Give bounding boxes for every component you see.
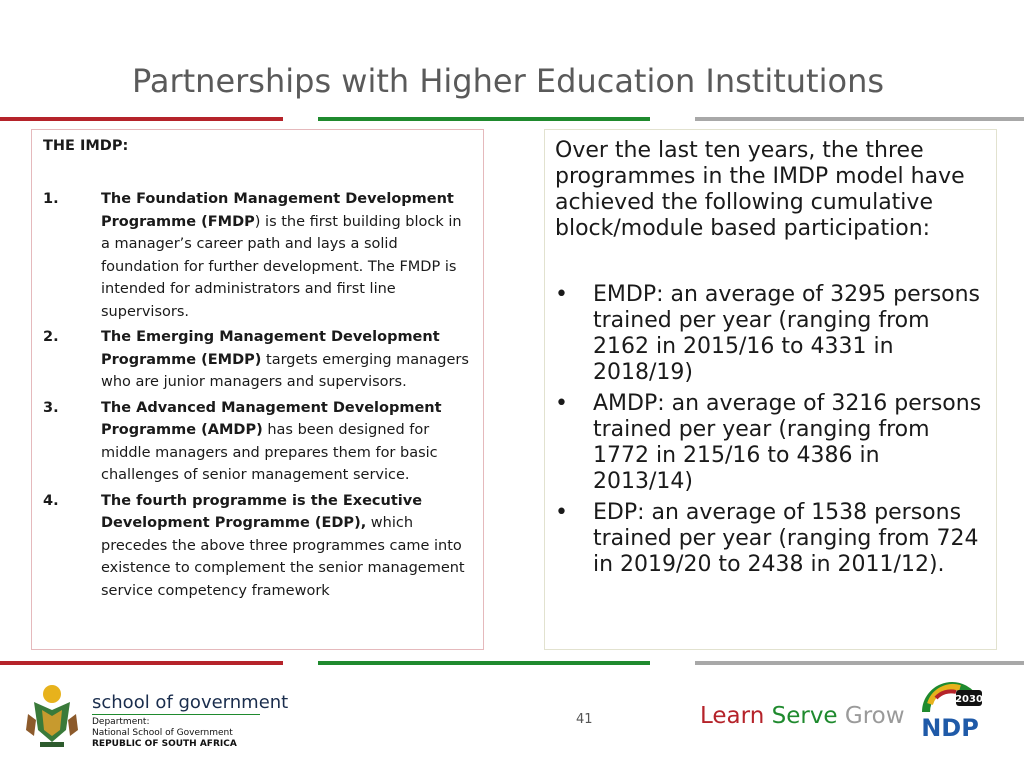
- bottom-rule-grey: [695, 661, 1024, 665]
- participation-list: [555, 282, 985, 583]
- list-item: 4. The fourth programme is the Executive Development Programme (EDP), which precedes the above three programmes came into existence to complement the senior management service competency framework: [43, 492, 465, 599]
- svg-text:2030: 2030: [955, 694, 983, 705]
- organisation-underline: [92, 714, 260, 715]
- department-label: Department: National School of Government REPUBLIC OF SOUTH AFRICA: [92, 717, 237, 749]
- coat-of-arms-logo: [22, 680, 82, 750]
- list-item: 1. The Foundation Management Development Programme (FMDP) is the first building block in a manager’s career path and lays a solid foundation for further development. The FMDP is intended for administrators and first line supervisors.: [43, 191, 462, 320]
- imdp-panel: [31, 129, 484, 650]
- top-rule-grey: [695, 117, 1024, 121]
- svg-text:NDP: NDP: [921, 714, 979, 742]
- list-item: • AMDP: an average of 3216 persons trained per year (ranging from 1772 in 215/16 to 4386 in 2013/14): [555, 391, 982, 494]
- participation-intro: Over the last ten years, the three programmes in the IMDP model have achieved the following cumulative block/module based participation:: [555, 138, 965, 241]
- organisation-name: school of government: [92, 692, 289, 713]
- top-rule-red: [0, 117, 283, 121]
- participation-panel: [544, 129, 997, 650]
- list-item: • EMDP: an average of 3295 persons trained per year (ranging from 2162 in 2015/16 to 4331 in 2018/19): [555, 282, 981, 385]
- imdp-heading: THE IMDP:: [43, 138, 129, 154]
- ndp-2030-logo: [916, 676, 986, 746]
- list-item: 3. The Advanced Management Development Programme (AMDP) has been designed for middle managers and prepares them for basic challenges of senior management service.: [43, 399, 442, 483]
- bottom-rule-red: [0, 661, 283, 665]
- list-item: • EDP: an average of 1538 persons trained per year (ranging from 724 in 2019/20 to 2438 in 2011/12).: [555, 500, 979, 577]
- bullet-icon: •: [555, 500, 568, 525]
- page-number: 41: [576, 712, 593, 727]
- top-rule-green: [318, 117, 650, 121]
- programme-list: [43, 188, 473, 605]
- bullet-icon: •: [555, 391, 568, 416]
- bullet-icon: •: [555, 282, 568, 307]
- list-item: 2. The Emerging Management Development Programme (EMDP) targets emerging managers who are junior managers and supervisors.: [43, 329, 469, 390]
- bottom-rule-green: [318, 661, 650, 665]
- tagline: Learn Serve Grow: [700, 703, 905, 729]
- slide-title: Partnerships with Higher Education Institutions: [131, 62, 885, 100]
